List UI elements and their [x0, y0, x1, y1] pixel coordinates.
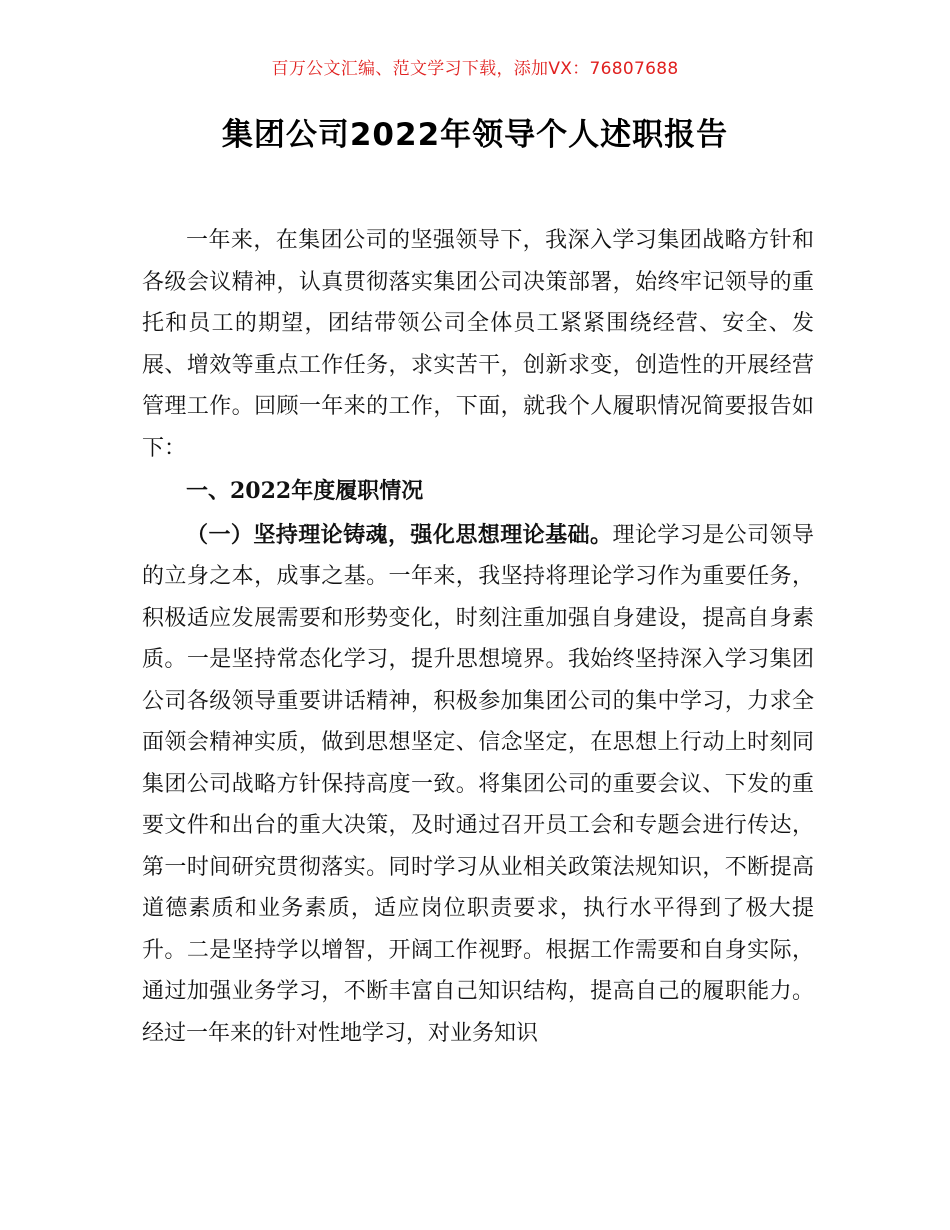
- document-body: [142, 220, 814, 1054]
- promo-header: 百万公文汇编、范文学习下载，添加VX：76807688: [271, 59, 679, 79]
- subsection-body: 理论学习是公司领导的立身之本，成事之基。一年来，我坚持将理论学习作为重要任务，积极适应发展需要和形势变化，时刻注重加强自身建设，提高自身素质。一是坚持常态化学习，提升思想境界。我始终坚持深入学习集团公司各级领导重要讲话精神，积极参加集团公司的集中学习，力求全面领会精神实质，做到思想坚定、信念坚定，在思想上行动上时刻同集团公司战略方针保持高度一致。将集团公司的重要会议、下发的重要文件和出台的重大决策，及时通过召开员工会和专题会进行传达，第一时间研究贯彻落实。同时学习从业相关政策法规知识，不断提高道德素质和业务素质，适应岗位职责要求，执行水平得到了极大提升。二是坚持学以增智，开阔工作视野。根据工作需要和自身实际，通过加强业务学习，不断丰富自己知识结构，提高自己的履职能力。经过一年来的针对性地学习，对业务知识: [142, 522, 814, 1046]
- intro-paragraph: 一年来，在集团公司的坚强领导下，我深入学习集团战略方针和各级会议精神，认真贯彻落实集团公司决策部署，始终牢记领导的重托和员工的期望，团结带领公司全体员工紧紧围绕经营、安全、发展、增效等重点工作任务，求实苦干，创新求变，创造性的开展经营管理工作。回顾一年来的工作，下面，就我个人履职情况简要报告如下：: [142, 228, 814, 461]
- document-title: 集团公司2022年领导个人述职报告: [221, 117, 729, 153]
- subsection-paragraph: [142, 515, 814, 1055]
- section-heading: 一、2022年度履职情况: [186, 478, 424, 504]
- subsection-lead: （一）坚持理论铸魂，强化思想理论基础。: [186, 521, 613, 548]
